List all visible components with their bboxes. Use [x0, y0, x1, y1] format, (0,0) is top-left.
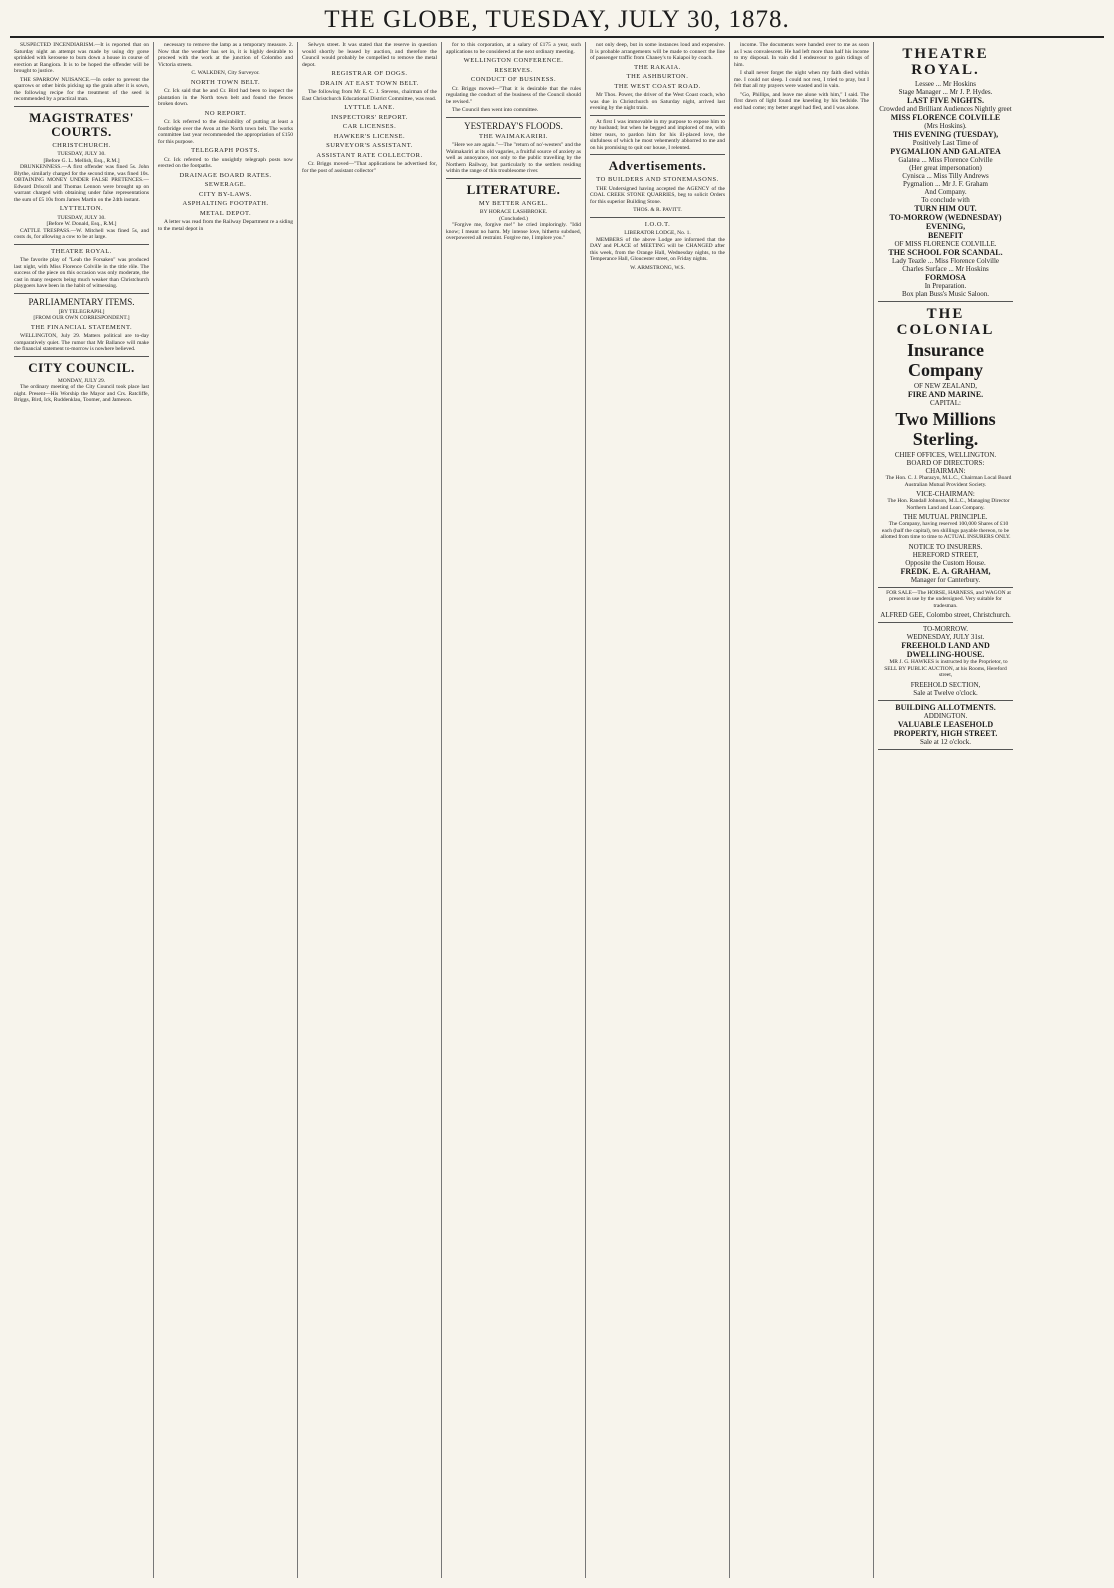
dateline: MONDAY, JULY 29. [57, 377, 106, 384]
subheading: THE WAIMAKARIRI. [479, 132, 548, 140]
column-5 [586, 42, 730, 1578]
signature: W. ARMSTRONG, W.S. [630, 264, 685, 271]
column-3 [298, 42, 442, 1578]
section-heading: LITERATURE. [466, 181, 561, 197]
ad-line: ADDINGTON. [923, 711, 968, 720]
ad-line: (Her great impersonation) [909, 164, 982, 172]
ad-line: The Hon. C. J. Pharazyn, M.L.C., Chairman Local Board Australian Mutual Provident Society. [885, 475, 1012, 488]
paragraph: CATTLE TRESPASS.—W. Mitchell was fined 5s, and costs 4s, for allowing a cow to be at large. [14, 227, 149, 240]
dateline: TUESDAY, JULY 30. [57, 214, 106, 221]
ad-line: BOARD OF DIRECTORS: [906, 459, 985, 467]
subheading: THE RAKAIA. [634, 63, 681, 71]
subheading: NORTH TOWN BELT. [190, 78, 261, 86]
subheading: THE FINANCIAL STATEMENT. [30, 323, 133, 331]
paragraph: Mr Thos. Power, the driver of the West Coast coach, who was due in Christchurch on Saturday night, arrived last evening by the night train. [590, 92, 725, 111]
subheading: DRAIN AT EAST TOWN BELT. [320, 79, 419, 87]
ad-line: In Preparation. [924, 282, 967, 290]
ad-line: BUILDING ALLOTMENTS. [895, 702, 996, 712]
ad-line: TO-MORROW. [923, 625, 968, 633]
paragraph: "Forgive me, forgive me!" he cried imploringly. "Idid know; I meant no harm. My intense love, hitherto subdued, overpowered all restraint. Forgive me, I implore you." [446, 222, 581, 241]
columns [10, 42, 1104, 1578]
story-note: (Concluded.) [499, 215, 528, 222]
ad-line: FREDK. E. A. GRAHAM, [900, 566, 991, 576]
ad-line: THE SCHOOL FOR SCANDAL. [888, 248, 1003, 257]
ad-line: LAST FIVE NIGHTS. [907, 96, 984, 105]
paragraph: not only deep, but in some instances loud and expensive. It is probable arrangements will be made to connect the line of passenger traffic from Chaney's to Kaiapoi by coach. [590, 42, 725, 61]
subheading: INSPECTORS' REPORT. [331, 113, 408, 121]
ad-line: NOTICE TO INSURERS. [908, 542, 983, 551]
signature: THOS. & R. PAVITT. [633, 207, 682, 213]
ad-line: TO-MORROW (WEDNESDAY) EVENING, [889, 213, 1002, 231]
column-6 [730, 42, 874, 1578]
subheading: SURVEYOR'S ASSISTANT. [326, 142, 413, 149]
ad-line: Crowded and Brilliant Audiences Nightly greet [879, 105, 1012, 113]
subheading: THE ASHBURTON. [626, 73, 689, 80]
column-2 [154, 42, 298, 1578]
paragraph: "Go, Phillips, and leave me alone with him," I said. The first dawn of light found me kneeling by his bedside. The end had come; my better angel had fled, and I was alone. [734, 91, 869, 111]
ad-line: FIRE AND MARINE. [907, 390, 984, 399]
paragraph: I shall never forget the night when my faith died within me. I could not sleep. I could not rest, I tried to pray, but I felt that all my prayers were wasted and in vain. [734, 70, 869, 89]
subheading: REGISTRAR OF DOGS. [331, 70, 408, 77]
ad-line: (Mrs Hoskins). [924, 122, 967, 130]
subheading: SEWERAGE. [204, 181, 247, 188]
ad-line: Pygmalion ... Mr J. F. Graham [903, 180, 988, 188]
ad-line: OF MISS FLORENCE COLVILLE. [894, 240, 997, 248]
ad-line: To conclude with [921, 196, 970, 204]
section-heading: PARLIAMENTARY ITEMS. [28, 296, 135, 307]
ad-line: VICE-CHAIRMAN: [916, 490, 975, 498]
paragraph: SUSPECTED INCENDIARISM.—It is reported that on Saturday night an attempt was made by using dry gorse sprinkled with kerosene to burn down a house in course of erection at Rangiora. It is to be hoped the offender will be brought to justice. [14, 42, 149, 74]
ad-heading: I.O.O.T. [644, 220, 671, 228]
sale-ad [878, 588, 1013, 624]
subheading: [BY TELEGRAPH.] [58, 308, 105, 315]
subheading: DRAINAGE BOARD RATES. [179, 171, 272, 179]
paragraph: The favorite play of "Leah the Forsaken" was produced last night, with Miss Florence Colville in the title rôle. The success of the piece on this occasion was only moderate, the cast in many respects being much weaker than Christchurch playgoers have been in the habit of witnessing. [14, 257, 149, 289]
dateline: TUESDAY, JULY 30. [57, 151, 106, 157]
ad-heading: TO BUILDERS AND STONEMASONS. [596, 176, 719, 183]
ad-line: FORMOSA [925, 273, 966, 282]
paragraph: income. The documents were handed over to me as soon as I was convalescent. He had left more than half his income to my disposal. In vain did I endeavour to gain tidings of him. [734, 42, 869, 68]
ad-line: WEDNESDAY, JULY 31st. [906, 633, 985, 641]
subheading: TELEGRAPH POSTS. [191, 147, 260, 154]
ad-line: FOR SALE—The HORSE, HARNESS, and WAGON at present in use by the undersigned. Very suitable for tradesman. [886, 589, 1011, 609]
ad-line: Two Millions Sterling. [895, 409, 996, 449]
section-heading: YESTERDAY'S FLOODS. [464, 120, 563, 131]
subheading: WELLINGTON CONFERENCE. [463, 57, 564, 64]
subheading: ASSISTANT RATE COLLECTOR. [316, 151, 423, 159]
ad-line: Lady Teazle ... Miss Florence Colville [891, 257, 1000, 265]
subheading: CONDUCT OF BUSINESS. [470, 76, 557, 83]
subheading: CHRISTCHURCH. [52, 141, 111, 149]
column-7 [874, 42, 1017, 1578]
paragraph: Selwyn street. It was stated that the reserve in question would shortly be leased by auction, and therefore the Council would probably be compelled to remove the metal depot. [302, 42, 437, 68]
ad-line: And Company. [924, 188, 967, 196]
ad-line: CHAIRMAN: [925, 467, 966, 475]
insurance-ad [878, 302, 1013, 588]
subheading: LYTTELTON. [59, 205, 104, 212]
ad-line: FREEHOLD LAND AND DWELLING-HOUSE. [901, 641, 990, 659]
paragraph: At first I was immovable in my purpose to expose him to my husband; but when he begged and implored of me, with bitter tears, to pardon him for his ill-placed love, the sinfulness of which he most vehemently abhorred to me and on his promising to quit our house, I relented. [590, 118, 725, 151]
paragraph: Cr. Briggs moved—"That applications be advertised for, for the post of assistant collector" [302, 161, 437, 174]
paragraph: The ordinary meeting of the City Council took place last night. Present—His Worship the Mayor and Crs. Ratcliffe, Briggs, Bird, Ick, Ruddenklau, Toomer, and Jameson. [14, 384, 149, 403]
paragraph: THE SPARROW NUISANCE.—In order to prevent the sparrows or other birds picking up the grain after it is sown, the following recipe for the treatment of the seed is recommended by a practical man. [14, 76, 149, 102]
auction-ad [878, 623, 1013, 701]
ad-line: CAPITAL: [930, 399, 961, 407]
subheading: THE WEST COAST ROAD. [614, 82, 701, 90]
paragraph: DRUNKENNESS.—A first offender was fined 5s. John Blythe, similarly charged for the second time, was fined 10s. OBTAINING MONEY UNDER FALSE PRETENCES.—Edward Driscoll and Thomas Lennon were brought up on warrant charged with obtaining under false representations the sum of £5 10s from James Martin on the 24th instant. [14, 164, 149, 203]
byline: BY HORACE LASHBROKE. [479, 209, 548, 215]
ad-line: PYGMALION AND GALATEA [890, 147, 1001, 156]
paragraph: WELLINGTON, July 29. Matters political are to-day comparatively quiet. The rumor that Mr Ballance will make the financial statement to-morrow is nowhere believed. [14, 333, 149, 352]
section-heading: CITY COUNCIL. [28, 359, 135, 375]
ad-line: Opposite the Custom House. [905, 558, 986, 567]
paragraph: MEMBERS of the above Lodge are informed that the DAY and PLACE of MEETING will be CHANGED after this week, from the Orange Hall, Wednesday nights, to the Temperance Hall, Gloucester street, on Friday nights. [590, 236, 725, 262]
ad-line: TURN HIM OUT. [914, 204, 977, 213]
ad-line: BENEFIT [927, 231, 964, 240]
subheading: LYTTLE LANE. [344, 104, 395, 111]
ad-line: Cynisca ... Miss Tilly Andrews [902, 172, 989, 180]
ad-line: The Hon. Randall Johnson, M.L.C., Managing Director Northern Land and Loan Company. [887, 498, 1010, 511]
paragraph: A letter was read from the Railway Department re a siding to the metal depot in [158, 219, 293, 232]
ad-line: Sale at Twelve o'clock. [913, 688, 978, 697]
ad-line: Stage Manager ... Mr J. P. Hydes. [898, 88, 993, 96]
before-line: [Before G. L. Mellish, Esq., R.M.] [43, 157, 120, 164]
ad-line: VALUABLE LEASEHOLD PROPERTY, HIGH STREET. [893, 719, 998, 738]
ad-line: THIS EVENING (TUESDAY), [892, 130, 999, 139]
ad-line: Lessee ... Mr Hoskins [914, 80, 977, 88]
paragraph: necessary to remove the lamp as a temporary measure. 2. Now that the weather has set in, it is highly desirable to proceed with the work at the junction of Colombo and Victoria streets. [158, 42, 293, 68]
newspaper-page [10, 4, 1104, 1578]
ad-line: Positively Last Time of [912, 139, 979, 147]
paragraph: Cr. Ick said that he and Cr. Bird had been to inspect the plantation in the North town belt and found the fences broken down. [158, 88, 293, 107]
theatre-ad [878, 42, 1013, 302]
paragraph: Cr. Ick referred to the unsightly telegraph posts now erected on the footpaths. [158, 156, 293, 169]
paragraph: Cr. Briggs moved—"That it is desirable that the rules regulating the conduct of the business of the Council should be revised." [446, 85, 581, 105]
paragraph: Cr. Ick referred to the desirability of putting at least a footbridge over the Avon at the North town belt. The works committee last year recommended the appropriation of £150 for this purpose. [158, 119, 293, 145]
paragraph: The Council then went into committee. [452, 107, 539, 113]
subheading: THEATRE ROYAL. [51, 247, 112, 255]
ad-line: Box plan Buss's Music Saloon. [901, 290, 990, 298]
paragraph: THE Undersigned having accepted the AGENCY of the COAL CREEK STONE QUARRIES, beg to solicit Orders for this superior Building Stone. [590, 185, 725, 205]
column-1 [10, 42, 154, 1578]
subheading: METAL DEPOT. [199, 209, 252, 217]
subheading: CITY BY-LAWS. [198, 190, 253, 198]
subheading: [FROM OUR OWN CORRESPONDENT.] [33, 315, 130, 321]
subheading: ASPHALTING FOOTPATH. [182, 200, 269, 207]
ad-title: Insurance Company [906, 340, 984, 380]
ad-line: Manager for Canterbury. [910, 575, 981, 584]
ad-line: MISS FLORENCE COLVILLE [890, 113, 1001, 122]
ad-line: Sale at 12 o'clock. [919, 737, 972, 746]
ad-line: CHIEF OFFICES, WELLINGTON. [894, 451, 997, 459]
masthead: THE GLOBE, TUESDAY, JULY 30, 1878. [10, 4, 1104, 38]
subheading: RESERVES. [494, 66, 533, 74]
subheading: CAR LICENSES. [342, 123, 397, 130]
paragraph: The following from Mr E. C. J. Stevens, chairman of the East Christchurch Educational District Committee, was read. [302, 89, 437, 102]
paragraph: for to this corporation, at a salary of £175 a year, such applications to be considered at the next ordinary meeting. [446, 42, 581, 55]
subheading: LIBERATOR LODGE, No. 1. [624, 230, 691, 236]
ad-line: The Company, having reserved 100,000 Shares of £10 each (half the capital), ten shillings payable thereon, to be allotted from time to time to ACTUAL INSURERS ONLY. [880, 521, 1011, 540]
ad-line: HEREFORD STREET, [912, 550, 979, 559]
ad-title: THE COLONIAL [896, 306, 995, 338]
signature: C. WALKDEN, City Surveyor. [191, 70, 260, 76]
ad-line: FREEHOLD SECTION, [910, 680, 981, 689]
ad-line: MR J. G. HAWKES is instructed by the Proprietor, to SELL BY PUBLIC AUCTION, at his Rooms, Hereford street, [884, 659, 1008, 678]
subheading: NO REPORT. [204, 109, 247, 117]
story-title: MY BETTER ANGEL. [478, 199, 549, 207]
ad-title: THEATRE ROYAL. [902, 46, 989, 78]
section-heading: Advertisements. [608, 158, 707, 173]
column-4 [442, 42, 586, 1578]
ad-line: Charles Surface ... Mr Hoskins [902, 265, 989, 273]
ad-line: OF NEW ZEALAND, [913, 382, 978, 390]
ad-line: ALFRED GEE, Colombo street, Christchurch. [880, 611, 1011, 619]
subheading: HAWKER'S LICENSE. [333, 132, 406, 140]
section-heading: MAGISTRATES' COURTS. [29, 109, 134, 139]
before-line: [Before W. Donald, Esq., R.M.] [46, 221, 117, 227]
ad-line: Galatea ... Miss Florence Colville [898, 156, 993, 164]
auction-ad-2 [878, 701, 1013, 750]
ad-line: THE MUTUAL PRINCIPLE. [903, 513, 988, 521]
paragraph: "Here we are again."—The "return of no'-westers" and the Waimakariri at its old vagaries, a fruitful source of anxiety as well as annoyance, not only to the public travelling by the Northern Railway, but particularly to the settlers residing within the range of this troublesome river. [446, 142, 581, 174]
